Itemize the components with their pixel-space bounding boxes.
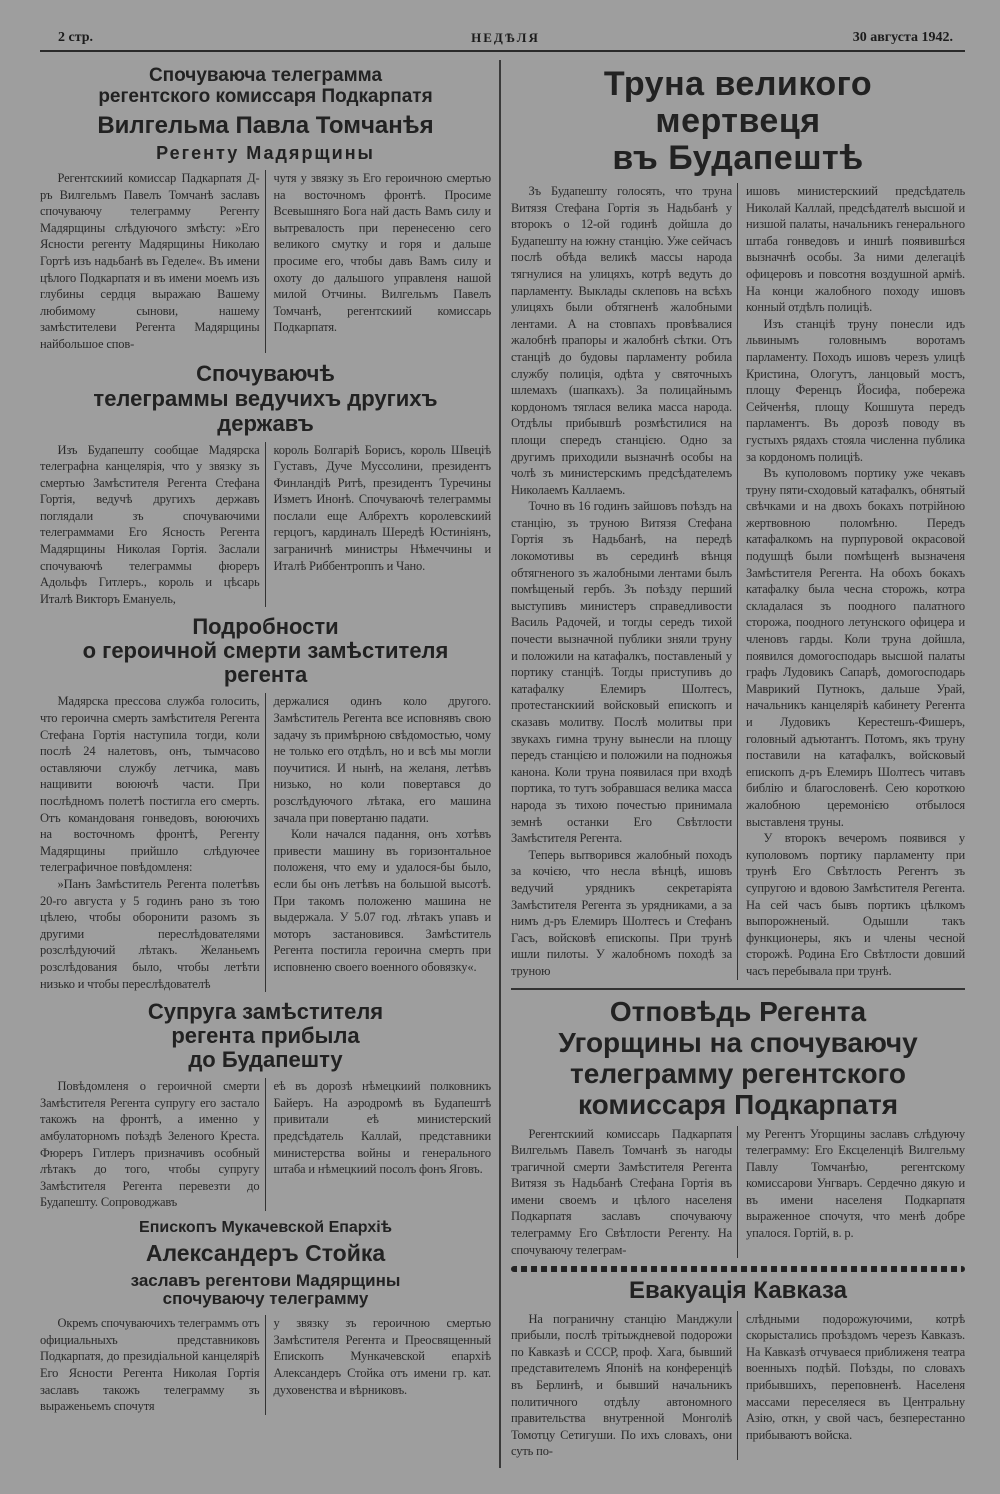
heading-line: спочуваючу телеграмму bbox=[162, 1289, 369, 1309]
text-column bbox=[265, 1315, 492, 1415]
article-heading bbox=[40, 1000, 491, 1072]
text-column bbox=[40, 170, 260, 353]
text-column bbox=[40, 1315, 260, 1415]
article-caucasus-evacuation bbox=[511, 1278, 965, 1460]
paragraph: Точно въ 16 годинъ зайшовъ поѣздъ на станцію, зъ труною Витязя Стефана Гортія зъ Надьбанѣ, на передѣ локомотивы въ серединѣ вѣнця обтягненого зъ жалобными лентами былъ помѣщеный гербъ. Зъ поѣзду перший выступивъ министеръ справедливости Василь Радочей, и тогды середъ тихой почести вызначной публики зняли труну и положили на катафалкъ, поставленый у портику станціѣ. Тогды приступивъ до катафалку Елемиръ Шолтесъ, протестанскиий войсковый епископъ и сказавъ молитву. Послѣ молитвы при звукахъ гимна труну вынесли на площу передъ станцією и положили на подножья канона. Коли труна появилася при входѣ портика, то тутъ зобравшася велика масса народа зъ тихою почестью принимала земнѣ останки Его Свѣтлости Замѣстителя Регента. bbox=[511, 499, 732, 846]
heading-line: комиссаря Подкарпатя bbox=[577, 1088, 899, 1120]
page-body bbox=[40, 60, 965, 1468]
heading-line: Епископъ Мукачевской Епархіѣ bbox=[139, 1218, 392, 1236]
article-foreign-telegrams bbox=[40, 361, 491, 608]
text-column bbox=[265, 1078, 492, 1211]
paragraph: Зъ Будапешту голосять, что труна Витязя Стефана Гортія зъ Надьбанѣ у второкъ о 12-ой годинѣ дойшла до Будапешту на южну станцію. Уже сейчасъ послѣ обѣда великѣ массы народа тягнулися на улицяхъ, котрѣ ведуть до парламенту. Выклады склеповъ на всѣхъ улицяхъ были обтягненѣ жалобными лентами. А на стовпахъ провѣвалися жалобнѣ прапоры и жалобнѣ сѣтки. Отъ станціѣ до будовы парламенту робила службу полиція, одѣта у святочныхъ шлемахъ (шапкахъ). За полицайнымъ кордономъ тяглася велика масса народа. Отдѣлы прибывшѣ розмѣстилися на площи спередъ станцією. Одно за другимъ приходили вызначнѣ особы на чолѣ зъ министерскимъ предсѣдателемъ Николаемъ Каллаемъ. bbox=[511, 184, 732, 497]
heading-line: Регенту Мадярщины bbox=[156, 143, 375, 164]
paragraph: Въ куполовомъ портику уже чекавъ труну пяти-сходовый катафалкъ, обнятый свѣчками и на двохъ бокахъ потрійною жертвовною поломѣню. Передъ катафалкомъ на пурпуровой окрасовой подушцѣ были помѣщенѣ вызначеня Замѣстителя Регента. На обохъ бокахъ катафалку была чесна сторожь, котра складалася зъ поодного палатного сторожа, поодного летунского офицера и членовъ гарды. Коли труна дойшла, появился домогосподарь высшой палаты графъ Лудовикъ Сапарѣ, домогосподарь Маврикий Путнокъ, дальше Урай, начальникъ канцеляріѣ кабинету Регента и Лудовикъ Керестешъ-Фишеръ, головный адъютантъ. Потомъ, якъ труну поставили на катафалкъ, войсковый епископъ д-ръ Елемиръ Шолтесъ читавъ библію и благословенѣ. Сею короткою жалобною церемонією отбылося выставленя труны. bbox=[746, 466, 965, 829]
article-spouse-arrived bbox=[40, 1000, 491, 1211]
heading-line: Подробности bbox=[192, 614, 339, 640]
paragraph: держалися одинъ коло другого. Замѣститель Регента все исповнявъ свою задачу зъ примѣрною свѣдомостью, чому не только его отдѣлъ, но и всѣ мы могли поучитися. И нынѣ, на желаня, летѣвъ низько, но коли повертався до розслѣдуючого лѣтака, его машина зачала при повертаню падати. bbox=[273, 694, 491, 825]
heading-line: мертвеця bbox=[655, 102, 821, 140]
text-column bbox=[40, 1078, 260, 1211]
article-body bbox=[511, 1311, 965, 1460]
paragraph: Регентскиий комиссарь Падкарпатя Вилгельмъ Павелъ Томчанѣ зъ нагоды трагичной смерти Замѣстителя Регента Витязя зъ Надьбанѣ Стефана Гортія въ имени своемъ и цѣлого населеня Подкарпатя заславъ спочуваючу телеграмму Его Свѣтлости Регенту. На спочуваючу телеграм- bbox=[511, 1126, 732, 1257]
article-heading bbox=[40, 361, 491, 436]
text-column bbox=[265, 693, 492, 992]
article-heading bbox=[511, 996, 965, 1120]
article-bishop-stoyka bbox=[40, 1219, 491, 1415]
heading-line: Отповѣдь Регента bbox=[609, 995, 867, 1027]
header-rule bbox=[40, 50, 965, 52]
text-column bbox=[265, 442, 492, 608]
text-column bbox=[511, 1126, 732, 1259]
text-column bbox=[265, 170, 492, 353]
heading-line: Спочуваюча телеграмма bbox=[148, 65, 383, 86]
paragraph: Окремъ спочуваючихъ телеграммъ отъ официальныхъ представниковъ Подкарпатя, до президіальной канцеляріѣ Его Ясности Регента Николая Гортія заславъ такожъ телеграмму зъ выраженьемъ спочутя bbox=[40, 1316, 260, 1414]
paragraph: Повѣдомленя о героичной смерти Замѣстителя Регента супругу его застало такожъ на фронтѣ, а именно у амбулаторномъ поѣздѣ Зеленого Креста. Фюреръ Гитлеръ призначивъ особный лѣтакъ до того, чтобы супругу Замѣстителя Регента перевезти до Будапешту. Сопроводжавъ bbox=[40, 1079, 260, 1210]
heading-line: въ Будапештѣ bbox=[612, 139, 864, 177]
paragraph: му Регентъ Угорщины заславъ слѣдуючу телеграмму: Его Ексцеленціѣ Вилгельму Павлу Томчанѣю, регентскому комиссарови Унгваръ. Сердечно дякую и въ имени населеня Подкарпатя выраженное спочутя, что менѣ добре упалося. Гортій, в. р. bbox=[746, 1126, 965, 1241]
decorative-divider bbox=[511, 1266, 965, 1272]
heading-line: Труна великого bbox=[603, 65, 873, 103]
article-heading bbox=[40, 66, 491, 164]
paragraph: чутя у звязку зъ Его героичною смертью на восточномъ фронтѣ. Просиме Всевышняго Бога най дасть Вамъ силу и вытревалость при перенесеню сего великого смутку и горя и дальше просиме его, чтобы давъ Вамъ силу и охоту до дальшого управленя нашой милой Отчины. Вилгельмъ Павелъ Томчанѣ, регентскиий комиссарь Подкарпатя. bbox=[273, 170, 491, 335]
paragraph: король Болгаріѣ Борисъ, король Швеціѣ Густавъ, Дуче Муссолини, президентъ Финландіѣ Ритѣ, президентъ Туречины Изметъ Инонѣ. Спочуваючѣ телеграммы послали еще Албрехтъ королевскиий герцогъ, кардиналъ Шередѣ Юстиніянъ, заграничнѣ министры Нѣмеччины и Италѣ Риббентроппъ и Чано. bbox=[273, 442, 491, 573]
paragraph: На пограничну станцію Манджули прибыли, послѣ трітыждневой подорожи по Кавказѣ и СССР, проф. Хага, бывший представителемъ Японіѣ на конференціѣ въ Берлинѣ, и бывший начальникъ политичного отдѣлу автономного правительства внутренной Монголіѣ Томотцу Сетигуши. По ихъ словахъ, они суть по- bbox=[511, 1311, 732, 1459]
article-body bbox=[40, 1315, 491, 1415]
paragraph: ишовъ министерскиий предсѣдатель Николай Каллай, предсѣдателѣ высшой и низшой палаты, начальникъ генерального штаба гонведовъ и иншѣ появившѣся вызначнѣ особы. За ними делегаціѣ офицеровъ и повсотня воздушной арміѣ. На конци жалобного походу ишовъ конный отдѣлъ полиціѣ. bbox=[746, 184, 965, 315]
text-column bbox=[737, 183, 965, 980]
paragraph: Коли начался падання, онъ хотѣвъ привести машину въ горизонтальное положеня, что ему и удалося-бы было, если бы онъ летѣвъ на большой высотѣ. При такомъ положеню машина не выдержала. У 5.07 год. лѣтакъ упавъ и моторъ застановився. Замѣститель Регента постигла героична смерть при исповненю своего военного обовязку«. bbox=[273, 827, 491, 974]
left-column bbox=[40, 60, 501, 1468]
heading-line: Спочуваючѣ bbox=[196, 360, 335, 386]
heading-line: регента bbox=[223, 662, 308, 688]
heading-line: регентского комиссаря Подкарпатя bbox=[98, 85, 433, 107]
article-body bbox=[511, 183, 965, 980]
heading-line: Супруга замѣстителя bbox=[147, 999, 384, 1025]
heading-line: телеграмму регентского bbox=[570, 1057, 906, 1089]
heading-line: заславъ регентови Мадярщины bbox=[130, 1270, 401, 1290]
paragraph: слѣдными подорожуючими, котрѣ скорыстались проѣздомъ черезъ Кавказъ. На Кавказѣ отчуваеся приближеня театра военныхъ подѣй. Поѣзды, по словахъ прибывшихъ, переповненѣ. Населеня массами переселяеся въ Центральну Азію, откн, у свой часъ, безперестанно прибываютъ войска. bbox=[746, 1311, 965, 1442]
heading-line: Угорщины на спочуваючу bbox=[558, 1026, 918, 1058]
right-column bbox=[501, 60, 965, 1468]
page-number: 2 стр. bbox=[58, 30, 94, 45]
article-body bbox=[40, 1078, 491, 1211]
paragraph: У второкъ вечеромъ появився у куполовомъ портику парламенту при трунѣ Его Свѣтлость Регентъ зъ супругою и вдовою Замѣстителя Регента. На сей часъ бывъ портикъ цѣлкомъ выпорожненый. Одышли такъ функционеры, якъ и члены чесной сторожѣ. Родина Его Свѣтлости довший часъ перебывала при трунѣ. bbox=[746, 831, 965, 978]
article-heading bbox=[40, 615, 491, 687]
article-regent-reply bbox=[511, 996, 965, 1259]
article-body bbox=[40, 170, 491, 353]
paragraph: Изъ станціѣ труну понесли идъ львинымъ головнымъ воротамъ парламенту. Походъ ишовъ черезъ улицѣ Кристина, Ологутъ, ланцовый мостъ, площу Ференцъ Йосифа, побережа Сейченѣя, площу Кошшута передъ парламентъ. Въ дорозѣ поводу въ густыхъ рядахъ стояла численна публика за кордономъ полиціѣ. bbox=[746, 316, 965, 464]
article-heading bbox=[511, 66, 965, 177]
article-body bbox=[40, 693, 491, 992]
heading-line: телеграммы ведучихъ другихъ bbox=[93, 385, 438, 411]
paragraph: Изъ Будапешту сообщае Мадярска телеграфна канцелярія, что у звязку зъ смертью Замѣстителя Регента Стефана Гортія, ведучѣ другихъ державъ поглядали зъ спочуваючими телеграммами Его Ясность Регента Мадярщины Николая Гортія. Заслали спочуваючѣ телеграммы фюреръ Адольфъ Гитлеръ., король и цѣсарь Италѣ Викторъ Емануель, bbox=[40, 442, 260, 606]
article-coffin-budapest bbox=[511, 66, 965, 980]
paragraph: Регентскиий комиссар Падкарпатя Д-ръ Вилгельмъ Павелъ Томчанѣ заславъ спочуваючу телеграмму Регенту Мадярщины слѣдуючого змѣсту: »Его Ясности регенту Мадярщины Николаю Гортѣ изъ надьбанѣ въ Геделе«. Въ имени цѣлого Подкарпатя и въ имени моемъ изъ глубины сердця выражаю Вашему любимому сынови, нашему замѣстителеви Регента Мадярщины найбольшое спов- bbox=[40, 170, 260, 351]
article-condolence-telegram bbox=[40, 66, 491, 353]
article-body bbox=[40, 442, 491, 608]
heading-line: Александеръ Стойка bbox=[145, 1240, 386, 1267]
text-column bbox=[737, 1126, 965, 1259]
text-column bbox=[511, 183, 732, 980]
paragraph: »Панъ Замѣститель Регента полетѣвъ 20-го августа у 5 годинъ рано зъ тою цѣлею, чтобы оборонити разомъ зъ другими переслѣдователями розслѣдуючий лѣтакъ. Желаньемъ розслѣдования было, чтобы летѣти низько и чтобы переслѣдователѣ bbox=[40, 876, 260, 991]
heading-line: о героичной смерти замѣстителя bbox=[82, 638, 449, 664]
heading-line: державъ bbox=[217, 410, 314, 436]
paragraph: еѣ въ дорозѣ нѣмецкиий полковникъ Байеръ. На аэродромѣ въ Будапештѣ привитали еѣ министерский предсѣдатель Каллай, представники министерства войны и генерального штаба и нѣмецкиий посолъ фонъ Яговъ. bbox=[273, 1079, 491, 1177]
text-column bbox=[40, 442, 260, 608]
paragraph: у звязку зъ героичною смертью Замѣстителя Регента и Преосвященный Епископъ Мункачевской епархіѣ Александеръ Стойка отъ имени гр. кат. духовенства и вѣрниковъ. bbox=[273, 1316, 491, 1397]
issue-date: 30 августа 1942. bbox=[852, 30, 953, 45]
text-column bbox=[511, 1311, 732, 1460]
article-heading bbox=[511, 1278, 965, 1304]
article-heroic-death bbox=[40, 615, 491, 992]
article-heading bbox=[40, 1219, 491, 1309]
page-header bbox=[58, 30, 953, 48]
newspaper-title: НЕДѢЛЯ bbox=[471, 30, 540, 45]
text-column bbox=[737, 1311, 965, 1460]
heading-line: Вилгельма Павла Томчанѣя bbox=[97, 111, 434, 139]
heading-line: до Будапешту bbox=[188, 1047, 343, 1073]
text-column bbox=[40, 693, 260, 992]
section-rule bbox=[511, 988, 965, 990]
paragraph: Теперь вытворився жалобный походъ за кочією, что несла вѣнцѣ, ишовъ ведучий урядникъ секретаріята Замѣстителя Регента зъ урядниками, а за нимъ д-ръ Елемиръ Шолтесъ и Стефанъ Гасъ, войсковѣ епископы. При трунѣ ишли пилоты. У жалобномъ походѣ за труною bbox=[511, 847, 732, 978]
heading-line: Евакуація Кавказа bbox=[629, 1277, 847, 1305]
article-body bbox=[511, 1126, 965, 1259]
heading-line: регента прибыла bbox=[171, 1023, 360, 1049]
paragraph: Мадярска прессова служба голосить, что героична смерть замѣстителя Регента Стефана Гортія наступила тогди, коли послѣ 24 налетовъ, онъ, тымчасово оставляючи службу летчика, мавъ нащивити воюючѣ части. При послѣдномъ полетѣ постигла его смерть. Отъ командованя гонведовъ, воюючихъ на восточномъ фронтѣ, Регенту Мадярщины прийшло слѣдуючее телеграфичное повѣдомленя: bbox=[40, 694, 260, 875]
